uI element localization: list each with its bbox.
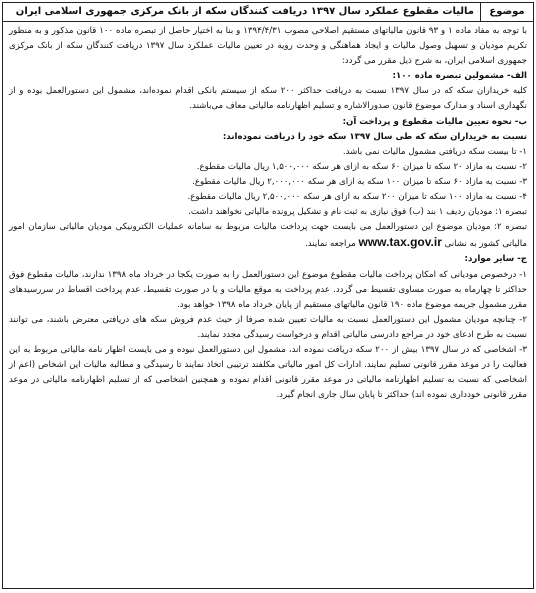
note-2-text-end: مراجعه نمایند. xyxy=(305,239,356,250)
other-item-3: ۳- اشخاصی که در سال ۱۳۹۷ بیش از ۲۰۰ سکه دریافت نموده اند، مشمول این دستورالعمل نبوده و می بایست اظهار نامه مالیاتی مربوط به این فعالیت را در موعد مقرر قانونی تسلیم نمایند. ادارات کل امور مالیاتی مکلفند ترتیبی اتخاذ نمایند تا رسیدگی و مطالبه مالیات این اشخاص (اعم از اشخاصی که نسبت به تسلیم اظهارنامه مالیاتی در موعد مقرر قانونی اقدام نموده و همچنین اشخاصی که از تسلیم اظهارنامه مالیاتی در موعد مقرر قانونی خودداری نموده اند) حداکثر تا پایان سال جاری انجام گیرد. xyxy=(9,344,527,401)
tax-website-link[interactable]: www.tax.gov.ir xyxy=(358,235,442,250)
document-body xyxy=(3,22,533,403)
section-jim-heading: ج- سایر موارد: xyxy=(464,254,527,265)
subject-title: مالیات مقطوع عملکرد سال ۱۳۹۷ دریافت کنندگان سکه از بانک مرکزی جمهوری اسلامی ایران xyxy=(15,6,474,17)
tax-rate-item-3: ۳- نسبت به مازاد ۶۰ سکه تا میزان ۱۰۰ سکه به ازای هر سکه ۲,۰۰۰,۰۰۰ ریال مالیات مقطوع. xyxy=(192,176,527,187)
note-2-text: تبصره ۲: مودیان موضوع این دستورالعمل می بایست جهت پرداخت مالیات مربوط به سامانه عملیات الکترونیکی مودیان مالیاتی سازمان امور مالیاتی کشور به نشانی xyxy=(9,222,528,250)
section-alef-body: کلیه خریداران سکه که در سال ۱۳۹۷ نسبت به دریافت حداکثر ۲۰۰ سکه از سیستم بانکی اقدام نموده‌اند، مشمول این دستورالعمل بوده و از نگهداری اسناد و مدارک موضوع قانون صدورالاشاره و تسلیم اظهارنامه مالیاتی معاف می‌باشند. xyxy=(9,86,527,112)
note-1: تبصره ۱: مودیان ردیف ۱ بند (ب) فوق نیازی به ثبت نام و تشکیل پرونده مالیاتی نخواهند داشت. xyxy=(188,207,527,218)
other-item-1: ۱- درخصوص مودیانی که امکان پرداخت مالیات مقطوع موضوع این دستورالعمل را به صورت یکجا در خرداد ماه ۱۳۹۸ ندارند، مالیات مقطوع فوق حداکثر تا چهارماه به صورت مساوی تقسیط می گردد. عدم پرداخت به موقع مالیات و یا در صورت تقسیط، عدم پرداخت اقساط در سررسیدهای مقرر مشمول جریمه موضوع ماده ۱۹۰ قانون مالیاتهای مستقیم از پایان خرداد ماه ۱۳۹۸ خواهد بود. xyxy=(9,269,528,310)
section-be-subheading: نسبت به خریداران سکه که طی سال ۱۳۹۷ سکه خود را دریافت نموده‌اند: xyxy=(222,131,527,142)
document-page xyxy=(2,2,534,589)
intro-paragraph: با توجه به مفاد ماده ۱ و ۹۳ قانون مالیاتهای مستقیم اصلاحی مصوب ۱۳۹۴/۴/۳۱ و بنا به اختیار حاصل از تبصره ماده ۱۰۰ قانون مذکور و به منظور تکریم مودیان و تسهیل وصول مالیات و ایجاد هماهنگی و وحدت رویه در تعیین مالیات عملکرد سال ۱۳۹۷ دریافت کنندگان سکه از بانک مرکزی جمهوری اسلامی ایران، به شرح ذیل مقرر می گردد: xyxy=(9,26,528,67)
note-2 xyxy=(9,220,527,252)
tax-rate-item-1: ۱- تا بیست سکه دریافتی مشمول مالیات نمی باشد. xyxy=(342,146,527,157)
tax-rate-item-4: ۴- نسبت به مازاد ۱۰۰ سکه تا میزان ۲۰۰ سکه به ازای هر سکه ۲,۵۰۰,۰۰۰ ریال مالیات مقطوع. xyxy=(187,192,527,203)
document-header xyxy=(3,3,533,22)
subject-label: موضوع xyxy=(480,3,533,21)
section-be-heading: ب- نحوه تعیین مالیات مقطوع و پرداخت آن: xyxy=(342,116,527,127)
section-alef-heading: الف- مشمولین تبصره ماده ۱۰۰: xyxy=(392,71,527,82)
other-item-2: ۲- چنانچه مودیان مشمول این دستورالعمل نسبت به مالیات تعیین شده صرفا از حیث عدم فروش سکه های دریافتی معترض باشند، می توانند نسبت به طرح ادعای خود در مراجع دادرسی مالیاتی اقدام و درخواست رسیدگی مجدد نمایند. xyxy=(9,314,527,340)
tax-rate-item-2: ۲- نسبت به مازاد ۲۰ سکه تا میزان ۶۰ سکه به ازای هر سکه ۱,۵۰۰,۰۰۰ ریال مالیات مقطوع. xyxy=(196,161,527,172)
